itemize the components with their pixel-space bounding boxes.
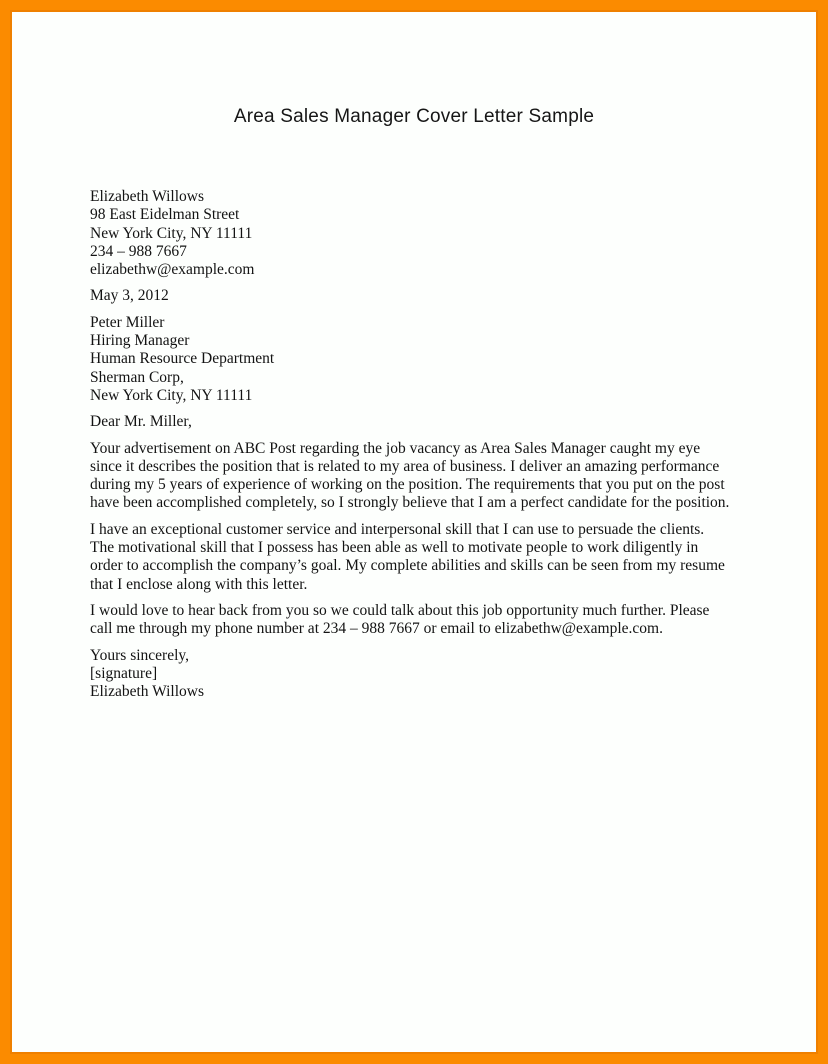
recipient-city: New York City, NY 11111 bbox=[90, 386, 253, 404]
sender-street: 98 East Eidelman Street bbox=[90, 206, 240, 224]
closing-phrase: Yours sincerely, bbox=[90, 646, 190, 664]
recipient-address-block bbox=[90, 314, 730, 405]
sender-city: New York City, NY 11111 bbox=[90, 224, 253, 242]
salutation bbox=[90, 413, 730, 431]
sender-name: Elizabeth Willows bbox=[90, 188, 205, 205]
sender-phone: 234 – 988 7667 bbox=[90, 242, 187, 260]
sender-address-block bbox=[90, 188, 730, 279]
recipient-name: Peter Miller bbox=[90, 313, 165, 331]
body-paragraph-1: Your advertisement on ABC Post regarding the job vacancy as Area Sales Manager caught my eye since it describes the position that is related to my area of business. I deliver an amazing performance during my 5 years of experience of working on the position. The requirements that you put on the post have been accomplished completely, so I strongly believe that I am a perfect candidate for the position. bbox=[90, 439, 730, 512]
recipient-company: Sherman Corp, bbox=[90, 368, 184, 386]
sender-email: elizabethw@example.com bbox=[90, 261, 255, 279]
body-paragraph-2: I have an exceptional customer service and interpersonal skill that I can use to persuade the clients. The motivational skill that I possess has been able as well to motivate people to work diligently in order to accomplish the company’s goal. My complete abilities and skills can be seen from my resume that I enclose along with this letter. bbox=[90, 520, 725, 593]
salutation-line: Dear Mr. Miller, bbox=[90, 413, 192, 431]
cover-letter-body bbox=[90, 188, 730, 701]
letter-date: May 3, 2012 bbox=[90, 287, 169, 305]
page-title: Area Sales Manager Cover Letter Sample bbox=[233, 106, 595, 127]
recipient-department: Human Resource Department bbox=[90, 350, 275, 368]
body-paragraph-3: I would love to hear back from you so we could talk about this job opportunity much further. Please call me through my phone number at 234 – 988 7667 or email to elizabethw@example.com. bbox=[90, 601, 710, 638]
recipient-title: Hiring Manager bbox=[90, 332, 190, 350]
closing-block bbox=[90, 647, 730, 702]
signature-placeholder: [signature] bbox=[90, 664, 158, 682]
date-block bbox=[90, 287, 730, 305]
signature-name: Elizabeth Willows bbox=[90, 683, 205, 701]
